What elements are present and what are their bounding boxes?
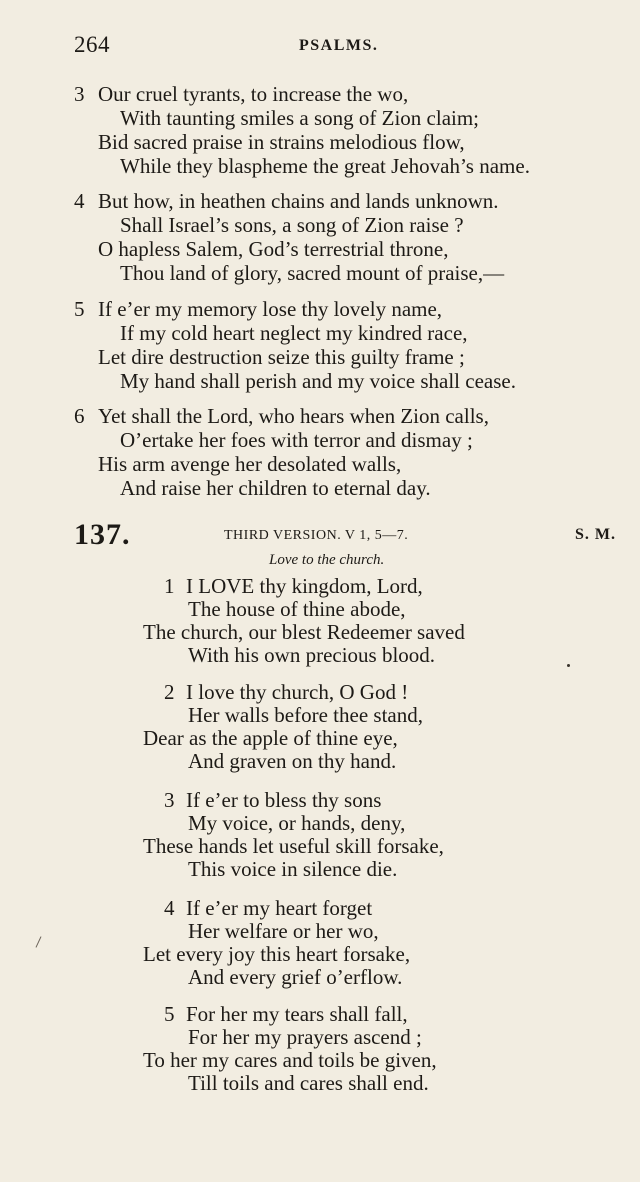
stanza-line: And graven on thy hand.: [188, 749, 397, 773]
hymn-subtitle: Love to the church.: [269, 552, 385, 568]
stanza-line: Her walls before thee stand,: [188, 703, 423, 727]
stanza-line: Let dire destruction seize this guilty frame ;: [98, 345, 465, 369]
stanza-line: To her my cares and toils be given,: [143, 1048, 437, 1072]
stanza-line: 4 If e’er my heart forget: [164, 896, 373, 920]
stanza-line: And raise her children to eternal day.: [120, 476, 431, 500]
stanza-line: With taunting smiles a song of Zion claim;: [120, 106, 480, 130]
stanza-number: 3: [164, 788, 175, 812]
stanza-line: Till toils and cares shall end.: [188, 1071, 429, 1095]
stanza-line: 2 I love thy church, O God !: [164, 680, 409, 704]
page-number: 264: [74, 32, 110, 57]
stanza-line: The house of thine abode,: [188, 597, 406, 621]
stanza-line: With his own precious blood.: [188, 643, 436, 667]
stanza-line: These hands let useful skill forsake,: [143, 834, 444, 858]
stanza-number: 3: [74, 82, 85, 106]
ink-mark: [36, 936, 42, 947]
stanza-line: 5 For her my tears shall fall,: [164, 1002, 408, 1026]
stanza-line: O’ertake her foes with terror and dismay ;: [120, 428, 473, 452]
stanza-number: 6: [74, 404, 85, 428]
stanza-line: This voice in silence die.: [188, 857, 398, 881]
ink-speck: [567, 664, 570, 667]
stanza-line: For her my prayers ascend ;: [188, 1025, 422, 1049]
stanza-line: While they blaspheme the great Jehovah’s name.: [120, 154, 530, 178]
stanza-line: O hapless Salem, God’s terrestrial throne,: [98, 237, 449, 261]
stanza-line: 5 If e’er my memory lose thy lovely name,: [74, 297, 443, 321]
stanza-line: 3 If e’er to bless thy sons: [164, 788, 382, 812]
page-header: [74, 32, 614, 62]
stanza-line: My voice, or hands, deny,: [188, 811, 406, 835]
version-label: THIRD VERSION. V 1, 5—7.: [224, 528, 409, 543]
hymn-number: 137.: [74, 518, 131, 551]
stanza-line: And every grief o’erflow.: [188, 965, 403, 989]
stanza-line: His arm avenge her desolated walls,: [98, 452, 402, 476]
stanza-number: 5: [74, 297, 85, 321]
stanza-line: 1 I LOVE thy kingdom, Lord,: [164, 574, 423, 598]
stanza-line: My hand shall perish and my voice shall cease.: [120, 369, 516, 393]
stanza-line: Thou land of glory, sacred mount of praise,—: [120, 261, 505, 285]
stanza-line: If my cold heart neglect my kindred race,: [120, 321, 468, 345]
stanza-line: Let every joy this heart forsake,: [143, 942, 411, 966]
stanza-number: 4: [164, 896, 175, 920]
stanza-number: 2: [164, 680, 175, 704]
stanza-number: 1: [164, 574, 175, 598]
meter-label: S. M.: [575, 526, 616, 543]
stanza-line: Her welfare or her wo,: [188, 919, 379, 943]
stanza-line: The church, our blest Redeemer saved: [143, 620, 465, 644]
stanza-number: 4: [74, 189, 85, 213]
stanza-line: Shall Israel’s sons, a song of Zion raise ?: [120, 213, 464, 237]
stanza-number: 5: [164, 1002, 175, 1026]
stanza-line: 6 Yet shall the Lord, who hears when Zion calls,: [74, 404, 489, 428]
stanza-line: 4 But how, in heathen chains and lands unknown.: [74, 189, 499, 213]
running-head: PSALMS.: [299, 37, 379, 54]
hymn-heading: [74, 518, 616, 552]
stanza-line: Dear as the apple of thine eye,: [143, 726, 398, 750]
stanza-line: 3 Our cruel tyrants, to increase the wo,: [74, 82, 409, 106]
stanza-line: Bid sacred praise in strains melodious flow,: [98, 130, 465, 154]
